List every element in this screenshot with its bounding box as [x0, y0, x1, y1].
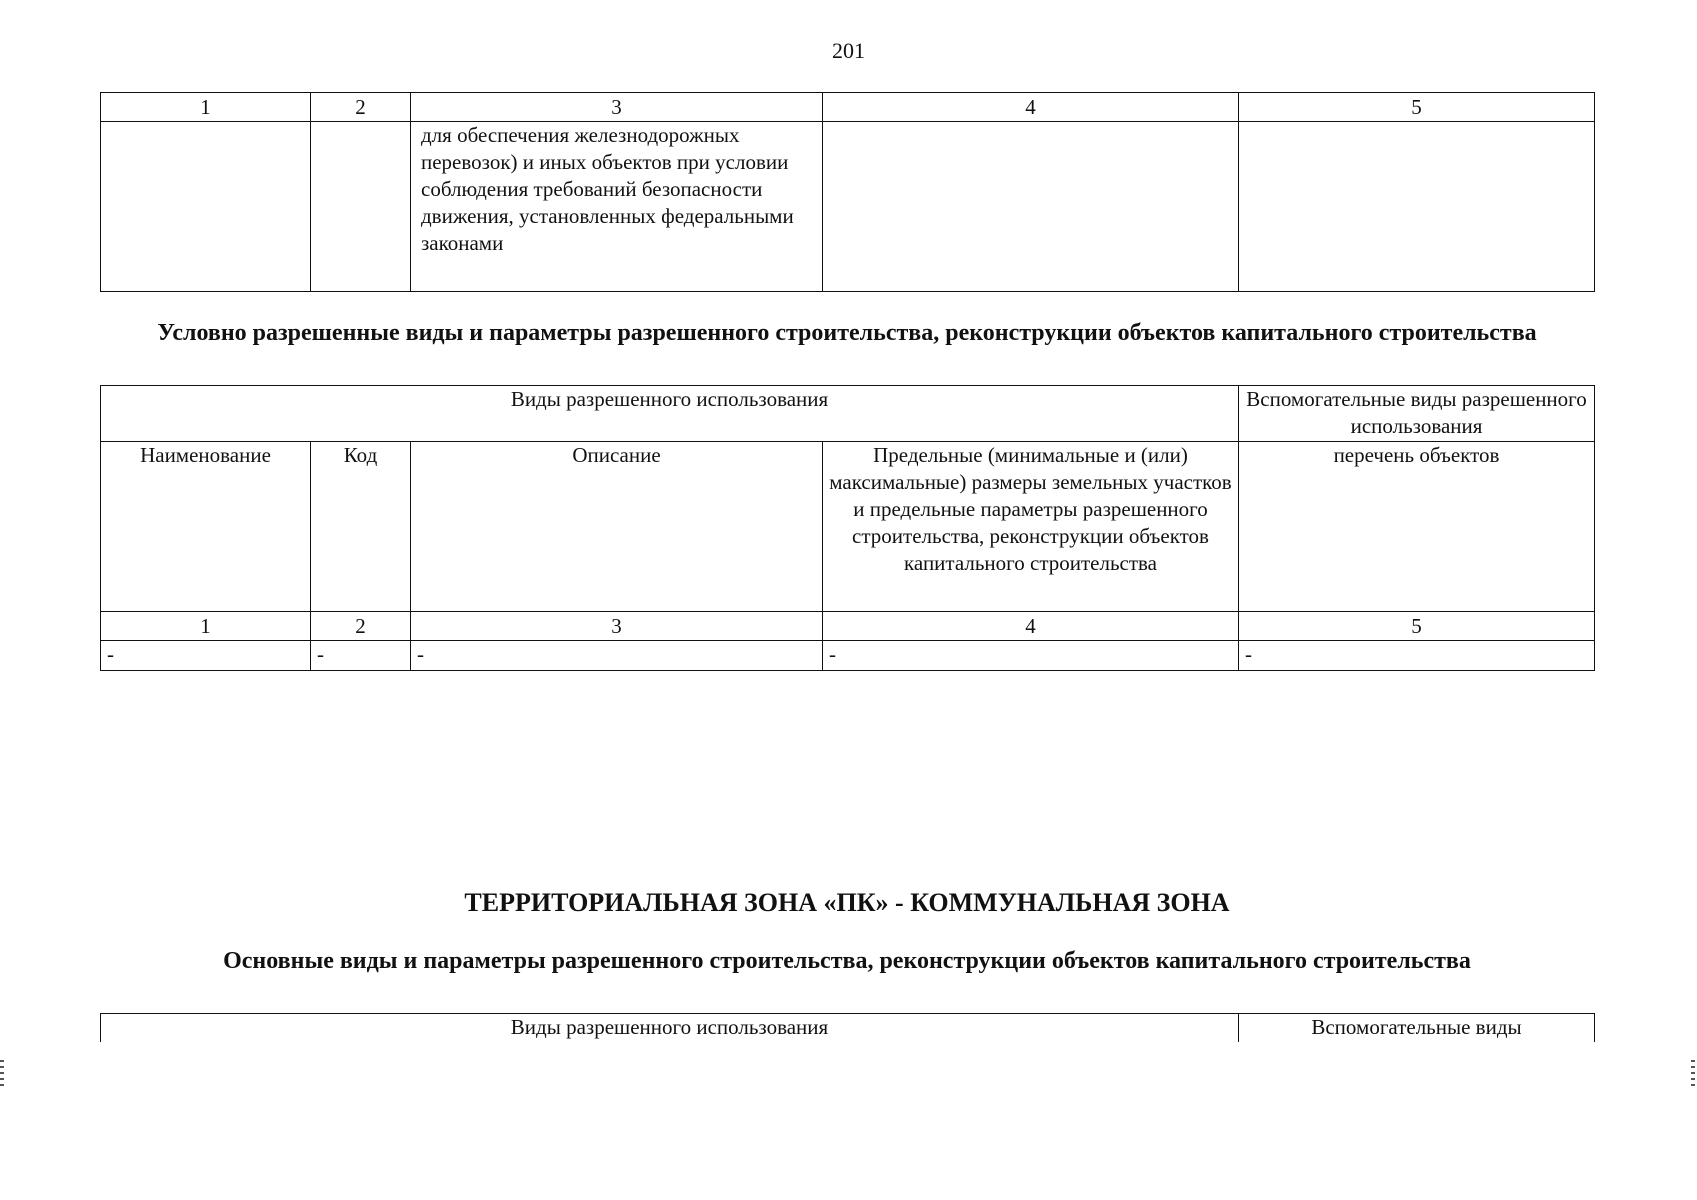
conditional-uses-table: [100, 385, 1595, 671]
section-title-main: Основные виды и параметры разрешенного строительства, реконструкции объектов капитального строительства: [223, 948, 1471, 974]
column-number: 4: [823, 93, 1239, 122]
auxiliary-uses-header: Вспомогательные виды: [1239, 1014, 1595, 1042]
permitted-uses-header: Виды разрешенного использования: [101, 386, 1239, 442]
table-cell: [1239, 122, 1595, 292]
table-cell: -: [311, 641, 411, 671]
column-header-code: Код: [311, 442, 411, 612]
page-number: 201: [832, 38, 865, 63]
column-number: 1: [101, 93, 311, 122]
table-cell: [311, 122, 411, 292]
table-row: [101, 641, 1595, 671]
column-number: 2: [311, 612, 411, 641]
table-cell: -: [411, 641, 823, 671]
column-number: 1: [101, 612, 311, 641]
column-header-description: Описание: [411, 442, 823, 612]
table-row: [101, 122, 1595, 292]
group-header-row: [101, 1014, 1595, 1042]
zone-title: ТЕРРИТОРИАЛЬНАЯ ЗОНА «ПК» - КОММУНАЛЬНАЯ ЗОНА: [464, 888, 1230, 917]
section-title-conditional: Условно разрешенные виды и параметры разрешенного строительства, реконструкции объектов капитального строительства: [157, 320, 1537, 346]
table-cell: -: [101, 641, 311, 671]
continuation-table: [100, 92, 1595, 292]
table-cell: -: [1239, 641, 1595, 671]
description-cell: для обеспечения железнодорожных перевозок) и иных объектов при условии соблюдения требований безопасности движения, установленных федеральными законами: [411, 122, 823, 292]
column-number-row: [101, 612, 1595, 641]
column-number: 3: [411, 93, 823, 122]
scan-margin-mark: [1691, 1060, 1695, 1088]
column-header-row: [101, 442, 1595, 612]
column-number: 2: [311, 93, 411, 122]
permitted-uses-header: Виды разрешенного использования: [101, 1014, 1239, 1042]
table-cell: [823, 122, 1239, 292]
column-header-parameters: Предельные (минимальные и (или) максимальные) размеры земельных участков и предельные параметры разрешенного строительства, реконструкции объектов капитального строительства: [823, 442, 1239, 612]
group-header-row: [101, 386, 1595, 442]
column-number: 5: [1239, 93, 1595, 122]
column-number: 5: [1239, 612, 1595, 641]
table-cell: [101, 122, 311, 292]
column-header-objects: перечень объектов: [1239, 442, 1595, 612]
scan-margin-mark: [0, 1060, 4, 1088]
auxiliary-uses-header: Вспомогательные виды разрешенного использования: [1239, 386, 1595, 442]
column-number-row: [101, 93, 1595, 122]
column-number: 3: [411, 612, 823, 641]
main-uses-table: [100, 1013, 1595, 1042]
table-cell: -: [823, 641, 1239, 671]
column-number: 4: [823, 612, 1239, 641]
column-header-name: Наименование: [101, 442, 311, 612]
